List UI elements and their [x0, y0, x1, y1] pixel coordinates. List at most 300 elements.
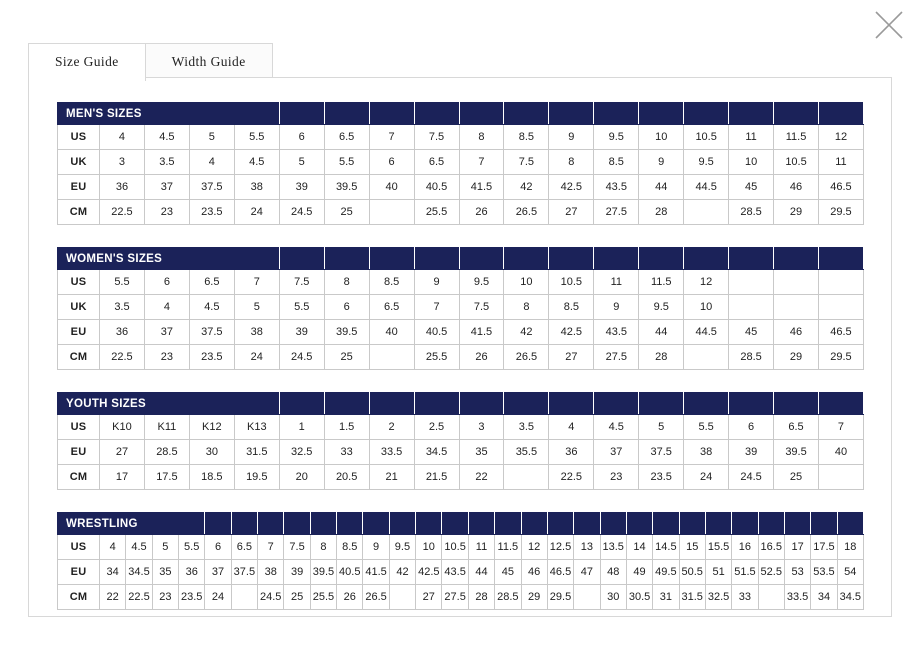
size-cell: 21.5 — [414, 465, 459, 490]
size-cell: 38 — [684, 440, 729, 465]
size-cell: 45 — [495, 560, 521, 585]
size-cell: 43.5 — [442, 560, 468, 585]
row-label: EU — [58, 320, 100, 345]
size-cell: 37 — [594, 440, 639, 465]
table-header-cell — [784, 513, 810, 535]
size-cell: 5 — [152, 535, 178, 560]
size-cell: 4 — [100, 535, 126, 560]
table-row — [58, 415, 864, 440]
table-header-cell — [205, 513, 231, 535]
size-cell: 25 — [774, 465, 819, 490]
table-header-cell — [369, 393, 414, 415]
size-cell — [758, 585, 784, 610]
table-header-cell — [774, 103, 819, 125]
size-cell: 9 — [594, 295, 639, 320]
table-header-cell — [363, 513, 389, 535]
size-cell: 29.5 — [819, 200, 864, 225]
size-cell: 39.5 — [310, 560, 336, 585]
size-cell: 7 — [414, 295, 459, 320]
row-label: UK — [58, 295, 100, 320]
size-cell: 10 — [729, 150, 774, 175]
table-header-cell — [279, 248, 324, 270]
table-header-cell — [684, 248, 729, 270]
size-cell: 39.5 — [774, 440, 819, 465]
size-cell: 4.5 — [594, 415, 639, 440]
size-cell — [729, 270, 774, 295]
size-cell: 33 — [324, 440, 369, 465]
size-cell: 7.5 — [279, 270, 324, 295]
size-cell: 35 — [152, 560, 178, 585]
size-cell: 6 — [144, 270, 189, 295]
size-cell: 17 — [784, 535, 810, 560]
size-cell: 51.5 — [732, 560, 758, 585]
size-cell: 2 — [369, 415, 414, 440]
size-cell: 37 — [144, 175, 189, 200]
size-cell: 30.5 — [626, 585, 652, 610]
size-cell: 7 — [819, 415, 864, 440]
size-cell: 9.5 — [389, 535, 415, 560]
size-cell: 34.5 — [837, 585, 863, 610]
size-cell: 34.5 — [126, 560, 152, 585]
table-header-cell — [594, 103, 639, 125]
size-cell: 22 — [100, 585, 126, 610]
size-cell: 27.5 — [594, 345, 639, 370]
table-header-cell — [284, 513, 310, 535]
size-cell: 10.5 — [684, 125, 729, 150]
size-cell — [504, 465, 549, 490]
table-header-cell — [729, 393, 774, 415]
size-cell — [819, 295, 864, 320]
table-row — [58, 270, 864, 295]
size-cell: 44 — [639, 175, 684, 200]
table-row — [58, 345, 864, 370]
size-cell: 45 — [729, 175, 774, 200]
size-cell: 26 — [459, 345, 504, 370]
size-cell: 44.5 — [684, 320, 729, 345]
size-cell: 20 — [279, 465, 324, 490]
table-header-cell — [279, 393, 324, 415]
size-cell: K12 — [189, 415, 234, 440]
size-cell: 45 — [729, 320, 774, 345]
size-cell: 43.5 — [594, 175, 639, 200]
size-cell: 31.5 — [234, 440, 279, 465]
size-cell: 27.5 — [594, 200, 639, 225]
size-cell: 11 — [819, 150, 864, 175]
row-label: EU — [58, 175, 100, 200]
size-cell: 3.5 — [144, 150, 189, 175]
size-cell: 9.5 — [459, 270, 504, 295]
size-cell: 7.5 — [414, 125, 459, 150]
size-cell: 10 — [639, 125, 684, 150]
size-cell: 6.5 — [189, 270, 234, 295]
size-cell: 10 — [416, 535, 442, 560]
size-cell: 1 — [279, 415, 324, 440]
table-row — [58, 150, 864, 175]
size-cell: 15.5 — [705, 535, 731, 560]
table-header-cell — [705, 513, 731, 535]
size-cell: 22.5 — [549, 465, 594, 490]
size-cell: 33.5 — [784, 585, 810, 610]
table-header-cell — [811, 513, 837, 535]
size-cell: 8 — [504, 295, 549, 320]
close-button[interactable] — [872, 8, 906, 42]
table-header-cell — [414, 248, 459, 270]
table-header-cell — [549, 103, 594, 125]
size-cell: 6.5 — [414, 150, 459, 175]
table-header-cell — [279, 103, 324, 125]
size-cell: 36 — [100, 175, 145, 200]
size-cell — [369, 200, 414, 225]
table-header-cell — [819, 103, 864, 125]
size-cell: 13 — [574, 535, 600, 560]
size-cell: 30 — [189, 440, 234, 465]
size-cell: 46 — [774, 320, 819, 345]
row-label: US — [58, 415, 100, 440]
table-header-cell — [639, 393, 684, 415]
size-cell: 38 — [234, 175, 279, 200]
size-cell: 6 — [369, 150, 414, 175]
size-cell: 42.5 — [416, 560, 442, 585]
size-cell: 48 — [600, 560, 626, 585]
size-cell: 7.5 — [284, 535, 310, 560]
size-cell: 12 — [819, 125, 864, 150]
table-row — [58, 560, 864, 585]
table-header-cell — [231, 513, 257, 535]
size-cell: 26.5 — [504, 200, 549, 225]
size-cell: 4.5 — [144, 125, 189, 150]
size-cell: 4.5 — [234, 150, 279, 175]
table-header-cell — [758, 513, 784, 535]
size-cell — [684, 345, 729, 370]
size-table-youth — [57, 392, 864, 490]
table-header-cell — [414, 393, 459, 415]
size-cell — [574, 585, 600, 610]
size-cell: 28 — [468, 585, 494, 610]
size-cell: 17.5 — [811, 535, 837, 560]
size-cell — [774, 270, 819, 295]
tab-width-guide[interactable]: Width Guide — [146, 43, 273, 81]
size-cell: 3 — [100, 150, 145, 175]
size-cell: 18.5 — [189, 465, 234, 490]
size-cell: 3 — [459, 415, 504, 440]
table-header-row — [58, 513, 864, 535]
size-cell: 23.5 — [189, 345, 234, 370]
table-row — [58, 175, 864, 200]
size-cell: 51 — [705, 560, 731, 585]
size-cell: 4.5 — [189, 295, 234, 320]
size-cell: 7 — [258, 535, 284, 560]
table-header-cell — [774, 248, 819, 270]
size-cell: 5.5 — [179, 535, 205, 560]
size-cell: 25 — [284, 585, 310, 610]
size-cell: 4 — [144, 295, 189, 320]
size-cell: 23 — [144, 200, 189, 225]
size-cell: 27.5 — [442, 585, 468, 610]
table-header-cell — [729, 248, 774, 270]
size-cell: 39.5 — [324, 320, 369, 345]
size-cell: 23 — [152, 585, 178, 610]
size-cell: 17.5 — [144, 465, 189, 490]
size-cell: 19.5 — [234, 465, 279, 490]
table-header-cell — [337, 513, 363, 535]
table-header-row — [58, 103, 864, 125]
size-cell: 31.5 — [679, 585, 705, 610]
table-header-cell — [468, 513, 494, 535]
size-cell: 33.5 — [369, 440, 414, 465]
table-header-cell — [819, 393, 864, 415]
table-header-cell — [369, 103, 414, 125]
size-cell: 27 — [549, 345, 594, 370]
row-label: CM — [58, 200, 100, 225]
size-cell: 42.5 — [549, 320, 594, 345]
size-cell: 24.5 — [279, 200, 324, 225]
size-cell: 39 — [279, 175, 324, 200]
table-header-cell — [626, 513, 652, 535]
size-cell: 40.5 — [414, 320, 459, 345]
size-cell: 1.5 — [324, 415, 369, 440]
size-cell: 25.5 — [414, 200, 459, 225]
table-header-cell — [653, 513, 679, 535]
size-cell: 5.5 — [234, 125, 279, 150]
table-header-cell — [679, 513, 705, 535]
size-cell: 42 — [504, 320, 549, 345]
close-icon — [872, 8, 906, 42]
table-header-cell — [774, 393, 819, 415]
size-cell: 46 — [521, 560, 547, 585]
size-cell: 36 — [100, 320, 145, 345]
size-cell: 34 — [811, 585, 837, 610]
table-row — [58, 295, 864, 320]
size-cell: 28.5 — [495, 585, 521, 610]
size-cell: 26.5 — [504, 345, 549, 370]
size-cell: 8 — [310, 535, 336, 560]
size-cell: 22 — [459, 465, 504, 490]
size-cell: 36 — [179, 560, 205, 585]
table-header-cell — [504, 248, 549, 270]
size-cell: 20.5 — [324, 465, 369, 490]
row-label: EU — [58, 560, 100, 585]
size-cell: 5.5 — [684, 415, 729, 440]
size-cell: 3.5 — [100, 295, 145, 320]
size-cell: 7 — [459, 150, 504, 175]
size-cell: 37.5 — [639, 440, 684, 465]
tab-size-guide[interactable]: Size Guide — [28, 43, 146, 81]
size-cell: 5.5 — [279, 295, 324, 320]
size-table-womens — [57, 247, 864, 370]
size-cell: 11 — [594, 270, 639, 295]
table-header-cell — [504, 393, 549, 415]
size-cell: 6.5 — [324, 125, 369, 150]
size-cell: 41.5 — [459, 175, 504, 200]
size-cell: 4.5 — [126, 535, 152, 560]
size-cell: 8.5 — [504, 125, 549, 150]
size-table-mens — [57, 102, 864, 225]
size-cell: 46 — [774, 175, 819, 200]
row-label: CM — [58, 465, 100, 490]
size-cell: 7.5 — [504, 150, 549, 175]
size-cell: 9.5 — [639, 295, 684, 320]
size-cell: 44 — [639, 320, 684, 345]
table-title: YOUTH SIZES — [58, 393, 280, 415]
size-cell: K10 — [100, 415, 145, 440]
size-cell: 24.5 — [279, 345, 324, 370]
size-cell: 29 — [774, 200, 819, 225]
size-cell: 16 — [732, 535, 758, 560]
table-row — [58, 585, 864, 610]
size-cell: 2.5 — [414, 415, 459, 440]
size-cell: 6.5 — [774, 415, 819, 440]
size-cell: 9 — [363, 535, 389, 560]
size-cell: 10.5 — [549, 270, 594, 295]
table-header-cell — [495, 513, 521, 535]
size-cell: 46.5 — [547, 560, 573, 585]
table-row — [58, 465, 864, 490]
size-cell: 41.5 — [459, 320, 504, 345]
table-header-cell — [521, 513, 547, 535]
size-cell: 26.5 — [363, 585, 389, 610]
table-header-cell — [574, 513, 600, 535]
size-cell — [819, 270, 864, 295]
size-cell: 9.5 — [684, 150, 729, 175]
size-cell: 29 — [521, 585, 547, 610]
size-cell: 39 — [284, 560, 310, 585]
size-cell: 9.5 — [594, 125, 639, 150]
size-cell: 46.5 — [819, 175, 864, 200]
size-cell: 11.5 — [639, 270, 684, 295]
size-cell: 9 — [549, 125, 594, 150]
size-cell: 38 — [258, 560, 284, 585]
size-cell: 28 — [639, 200, 684, 225]
size-cell: 30 — [600, 585, 626, 610]
size-cell: 7 — [369, 125, 414, 150]
size-cell: 44.5 — [684, 175, 729, 200]
size-cell — [819, 465, 864, 490]
size-cell: 9 — [639, 150, 684, 175]
table-header-cell — [459, 393, 504, 415]
table-header-cell — [324, 103, 369, 125]
size-cell: 52.5 — [758, 560, 784, 585]
size-cell: 33 — [732, 585, 758, 610]
size-cell: 37 — [144, 320, 189, 345]
size-cell: K11 — [144, 415, 189, 440]
table-header-cell — [504, 103, 549, 125]
size-cell: 54 — [837, 560, 863, 585]
size-cell: 49.5 — [653, 560, 679, 585]
size-cell: 4 — [100, 125, 145, 150]
table-header-cell — [837, 513, 863, 535]
size-cell: 23.5 — [189, 200, 234, 225]
size-cell: 53 — [784, 560, 810, 585]
table-header-cell — [414, 103, 459, 125]
size-cell: 24 — [684, 465, 729, 490]
size-cell: 6 — [205, 535, 231, 560]
table-header-cell — [639, 103, 684, 125]
size-cell: 27 — [549, 200, 594, 225]
size-cell: 39 — [279, 320, 324, 345]
size-cell — [389, 585, 415, 610]
size-cell: 5.5 — [324, 150, 369, 175]
size-cell — [369, 345, 414, 370]
table-header-cell — [258, 513, 284, 535]
size-cell: 47 — [574, 560, 600, 585]
size-cell: 46.5 — [819, 320, 864, 345]
size-cell: 29.5 — [819, 345, 864, 370]
size-cell: 25 — [324, 345, 369, 370]
size-cell: 25 — [324, 200, 369, 225]
size-cell: 15 — [679, 535, 705, 560]
size-cell: 14 — [626, 535, 652, 560]
size-cell: 25.5 — [310, 585, 336, 610]
size-cell: 32.5 — [705, 585, 731, 610]
table-header-cell — [549, 248, 594, 270]
size-cell: 41.5 — [363, 560, 389, 585]
size-cell: 3.5 — [504, 415, 549, 440]
size-cell: 39.5 — [324, 175, 369, 200]
size-cell: 28.5 — [144, 440, 189, 465]
size-cell: 37.5 — [231, 560, 257, 585]
table-row — [58, 200, 864, 225]
size-cell: 7 — [234, 270, 279, 295]
size-cell — [774, 295, 819, 320]
size-cell: 53.5 — [811, 560, 837, 585]
table-header-cell — [547, 513, 573, 535]
table-row — [58, 440, 864, 465]
size-cell: 24 — [234, 345, 279, 370]
row-label: CM — [58, 585, 100, 610]
table-row — [58, 125, 864, 150]
size-cell: 40 — [369, 175, 414, 200]
size-cell: 6 — [279, 125, 324, 150]
size-cell: 37 — [205, 560, 231, 585]
size-cell: 4 — [189, 150, 234, 175]
size-cell: 49 — [626, 560, 652, 585]
table-header-row — [58, 248, 864, 270]
table-title: WOMEN'S SIZES — [58, 248, 280, 270]
table-header-cell — [819, 248, 864, 270]
size-cell: 10.5 — [442, 535, 468, 560]
size-cell: 42.5 — [549, 175, 594, 200]
size-cell: 22.5 — [126, 585, 152, 610]
row-label: EU — [58, 440, 100, 465]
size-cell: 39 — [729, 440, 774, 465]
size-cell: 37.5 — [189, 175, 234, 200]
size-cell: 34 — [100, 560, 126, 585]
size-cell: 12 — [521, 535, 547, 560]
size-cell: 44 — [468, 560, 494, 585]
size-cell: 11 — [468, 535, 494, 560]
size-cell: 24 — [205, 585, 231, 610]
size-cell: 22.5 — [100, 345, 145, 370]
row-label: US — [58, 125, 100, 150]
size-tables-container — [57, 102, 863, 610]
size-cell: 29.5 — [547, 585, 573, 610]
table-header-cell — [549, 393, 594, 415]
table-header-cell — [310, 513, 336, 535]
size-cell: 7.5 — [459, 295, 504, 320]
table-header-cell — [324, 393, 369, 415]
size-cell: 24.5 — [258, 585, 284, 610]
size-cell: 10.5 — [774, 150, 819, 175]
size-cell: 12 — [684, 270, 729, 295]
size-cell: 4 — [549, 415, 594, 440]
size-cell: 9 — [414, 270, 459, 295]
size-cell: K13 — [234, 415, 279, 440]
tab-bar — [28, 42, 273, 80]
size-cell: 11 — [729, 125, 774, 150]
size-cell: 6.5 — [369, 295, 414, 320]
table-header-cell — [442, 513, 468, 535]
size-cell: 23.5 — [639, 465, 684, 490]
